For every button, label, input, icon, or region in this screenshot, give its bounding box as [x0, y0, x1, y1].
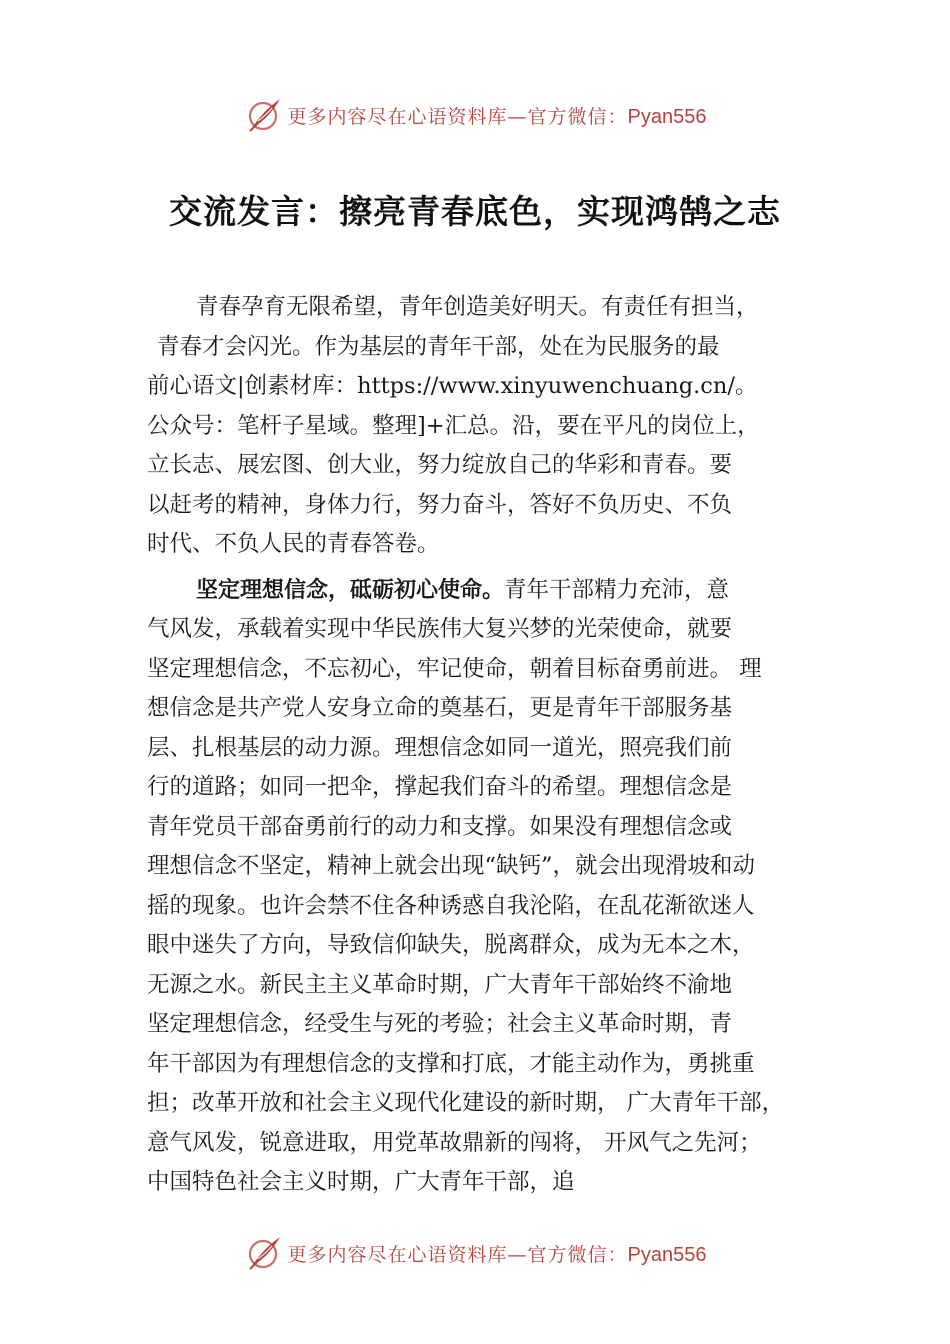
text-line: 摇的现象。也许会禁不住各种诱惑自我沦陷，在乱花渐欲迷人 [147, 892, 755, 919]
text-line: 担；改革开放和社会主义现代化建设的新时期， 广大青年干部， [147, 1090, 785, 1116]
article-body [147, 288, 837, 1203]
text-line: 坚定理想信念，不忘初心，牢记使命，朝着目标奋勇前进。 理 [147, 655, 762, 682]
text-line: 想信念是共产党人安身立命的奠基石，更是青年干部服务基 [147, 695, 733, 721]
quill-pen-icon [244, 95, 284, 135]
text-line: 层、扎根基层的动力源。理想信念如同一道光，照亮我们前 [147, 734, 733, 761]
banner-text: 更多内容尽在心语资料库—官方微信： [287, 105, 628, 128]
text-line: 无源之水。新民主主义革命时期，广大青年干部始终不渝地 [147, 971, 733, 998]
text-line: 以赶考的精神，身体力行，努力奋斗，答好不负历史、不负 [147, 491, 733, 518]
text-line: 年干部因为有理想信念的支撑和打底，才能主动作为，勇挑重 [147, 1050, 755, 1077]
text-line: 青年党员干部奋勇前行的动力和支撑。如果没有理想信念或 [147, 813, 733, 840]
page-title: 交流发言：擦亮青春底色，实现鸿鹄之志 [169, 192, 781, 231]
text-line: 立长志、展宏图、创大业，努力绽放自己的华彩和青春。要 [147, 452, 733, 478]
text-line: 时代、不负人民的青春答卷。 [147, 531, 440, 557]
text-line: 公众号：笔杆子星域。整理]+汇总。沿，要在平凡的岗位上， [147, 412, 760, 439]
header-banner [0, 95, 950, 135]
banner-text: 更多内容尽在心语资料库—官方微信： [287, 1243, 628, 1266]
text-line: 坚定理想信念，经受生与死的考验；社会主义革命时期，青 [147, 1011, 733, 1037]
text-line: 中国特色社会主义时期，广大青年干部，追 [147, 1169, 575, 1195]
wechat-id: Pyan556 [627, 1243, 707, 1266]
paragraph-2 [147, 571, 837, 1203]
quill-pen-icon [244, 1233, 284, 1273]
text-line: 意气风发，锐意进取，用党革故鼎新的闯将， 开风气之先河； [147, 1129, 762, 1156]
text-line: 行的道路；如同一把伞，撑起我们奋斗的希望。理想信念是 [147, 774, 733, 800]
text-run: 青年干部精力充沛，意 [504, 576, 730, 603]
text-line: 气风发，承载着实现中华民族伟大复兴梦的光荣使命，就要 [147, 616, 733, 642]
text-line: 眼中迷失了方向，导致信仰缺失，脱离群众，成为无本之木， [147, 932, 755, 958]
source-note: 前心语文|创素材库：https://www.xinyuwenchuang.cn/。 [147, 373, 758, 399]
text-line [147, 571, 837, 611]
text-line: 青春孕育无限希望，青年创造美好明天。有责任有担当， [196, 294, 759, 320]
wechat-id: Pyan556 [627, 105, 707, 128]
section-lead: 坚定理想信念，砥砺初心使命。 [196, 577, 505, 603]
paragraph-1 [147, 288, 837, 565]
text-line: 青春才会闪光。作为基层的青年干部，处在为民服务的最 [157, 333, 720, 360]
footer-banner [0, 1233, 950, 1273]
text-line: 理想信念不坚定，精神上就会出现“缺钙”，就会出现滑坡和动 [147, 853, 756, 879]
text-line [147, 367, 837, 407]
